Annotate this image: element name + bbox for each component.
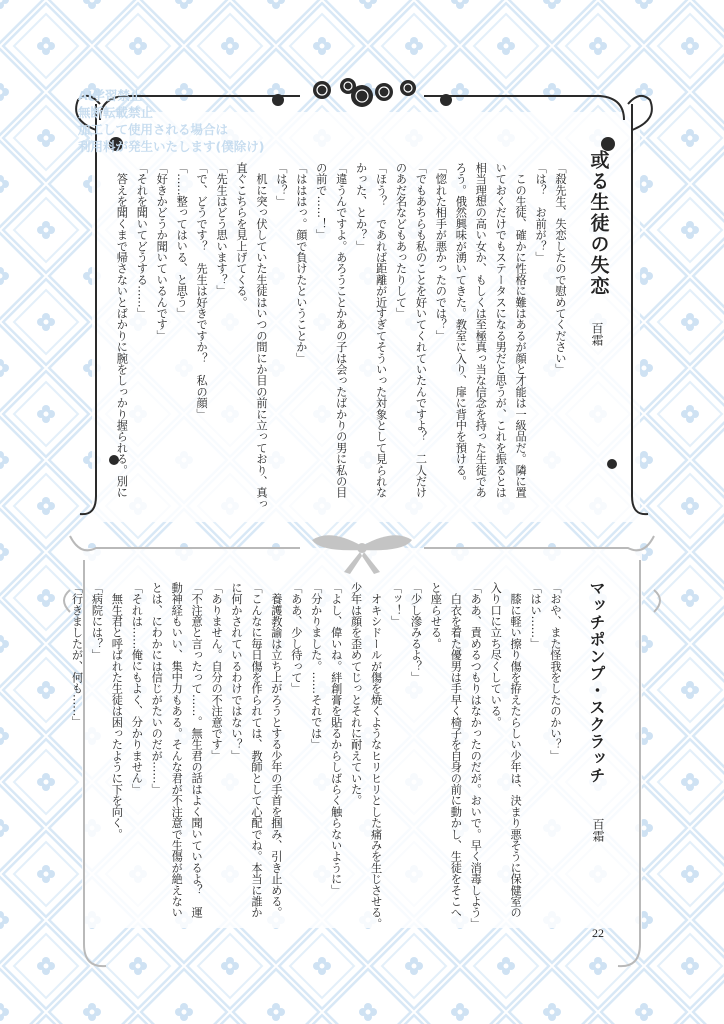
text-line: と座らせる。 (429, 582, 443, 650)
text-line: とは、にわかには信じがたいのだが……」 (150, 582, 164, 795)
text-line: 「それを聞いてどうする……」 (135, 162, 149, 319)
text-line: 「分かりました。……それでは」 (309, 582, 323, 750)
text-line: 「病院には？」 (90, 582, 104, 661)
text-line: 膝に軽い擦り傷を拵えたらしい少年は、決まり悪そうに保健室の (509, 582, 523, 918)
page-number: 22 (592, 926, 604, 940)
text-line: 相当理想の高い女か、もしくは至極真っ当な信念を持った生徒であ (474, 162, 488, 498)
copyright-notice (78, 88, 264, 156)
text-line: 「殺先生、失恋したので慰めてください」 (554, 162, 567, 375)
text-line: この生徒、確かに性格に難はあるが顔と才能は一級品だ。隣に置 (514, 162, 528, 498)
notice-line: 加工して使用される場合は (78, 121, 229, 137)
story-title: マッチポンプ・スクラッチ (587, 580, 606, 784)
text-line: 無生君と呼ばれた生徒は困ったように下を向く。 (110, 582, 124, 840)
text-line: 「惚れた相手が悪かったのでは？」 (434, 162, 448, 342)
text-line: 「ほう？ であれば距離が近すぎてそういった対象として見られな (374, 162, 388, 498)
story-author: 百霜 (591, 818, 605, 842)
text-line: 白衣を着た優男は手早く椅子を自身の前に動かし、生徒をそこへ (449, 582, 463, 918)
text-line: 「先生はどう思います？」 (215, 162, 229, 297)
text-line: 「ああ、少し待って」 (289, 582, 303, 694)
text-line: 少年は顔を歪めてじっとそれに耐えていた。 (349, 582, 363, 806)
text-line: 「でもあちらも私のことを好いてくれていたんですよ？ 二人だけ (414, 162, 428, 498)
text-line: 「よし、偉いね。絆創膏を貼るからしばらく触らないように」 (329, 582, 343, 896)
text-line: 「ありません。自分の不注意です」 (210, 582, 224, 762)
text-line: 「ああ、責めるつもりはなかったのだが。おいで。早く消毒しよう」 (469, 582, 483, 930)
text-line: ろう。俄然興味が湧いてきた。教室に入り、扉に背中を預ける。 (454, 162, 468, 487)
text-line: 「違うんですよ。あろうことかあの子は会ったばかりの男に私の目 (334, 162, 348, 498)
text-line: いておくだけでもステータスになる男だと思うが、これを振るとは (494, 162, 508, 498)
text-line: 「おや、また怪我をしたのかい？」 (549, 582, 562, 762)
text-line: 「……整ってはいる、と思う」 (175, 162, 189, 319)
text-line: 直ぐこちらを見上げてくる。 (235, 162, 248, 308)
text-line: 「行きましたが、何も……」 (70, 582, 84, 728)
text-line: 机に突っ伏していた生徒はいつの間にか目の前に立っており、真っ (254, 162, 268, 510)
text-line: オキシドールが傷を焼くようなヒリヒリとした痛みを生じさせる。 (369, 582, 383, 930)
story-body (70, 582, 565, 930)
text-line: 入り口に立ち尽くしている。 (489, 582, 503, 728)
text-line: のあだ名などもあったりして」 (394, 162, 408, 319)
text-line: 「はい……」 (529, 582, 543, 650)
story-title: 或る生徒の失恋 (587, 150, 610, 297)
text-line: 「は？ お前が？」 (534, 162, 548, 263)
text-line: かった、とか？」 (354, 162, 368, 252)
text-line: の前で……！」 (314, 162, 328, 241)
text-line: 「で、どうです？ 先生は好きですか？ 私の顔」 (195, 162, 209, 420)
text-line: に何かされているわけではない？」 (230, 582, 243, 762)
text-line: 「不注意と言ったって……。無生君の話はよく聞いているよ？ 運 (190, 582, 204, 918)
text-line: 「はははっ。顔で負けたということか」 (294, 162, 308, 364)
text-line: 「それは……俺にもよく、分かりません」 (130, 582, 144, 795)
story-body (112, 162, 570, 510)
text-line: 養護教諭は立ち上がろうとする少年の手首を掴み、引き止める。 (269, 582, 283, 918)
text-line: 「は？」 (274, 162, 288, 207)
notice-line: 利用料が発生いたします(僕除け) (78, 138, 265, 154)
text-line: 「少し滲みるよ？」 (409, 582, 423, 683)
text-line: 「好きかどうか聞いているんです」 (155, 162, 169, 342)
text-line: 「ッ！」 (389, 582, 403, 627)
notice-line: 無断転載禁止 (78, 104, 154, 120)
story-author: 百霜 (590, 322, 604, 346)
text-line: 動神経もいい、集中力もある。そんな君が不注意で生傷が絶えない (170, 582, 184, 918)
notice-line: AI学習禁止 (78, 88, 143, 103)
text-line: 答えを聞くまで帰さないとばかりに腕をしっかり握られる。別に (115, 162, 129, 498)
text-line: 「こんなに毎日傷を作られては、教師として心配でね。本当に誰か (249, 582, 263, 918)
